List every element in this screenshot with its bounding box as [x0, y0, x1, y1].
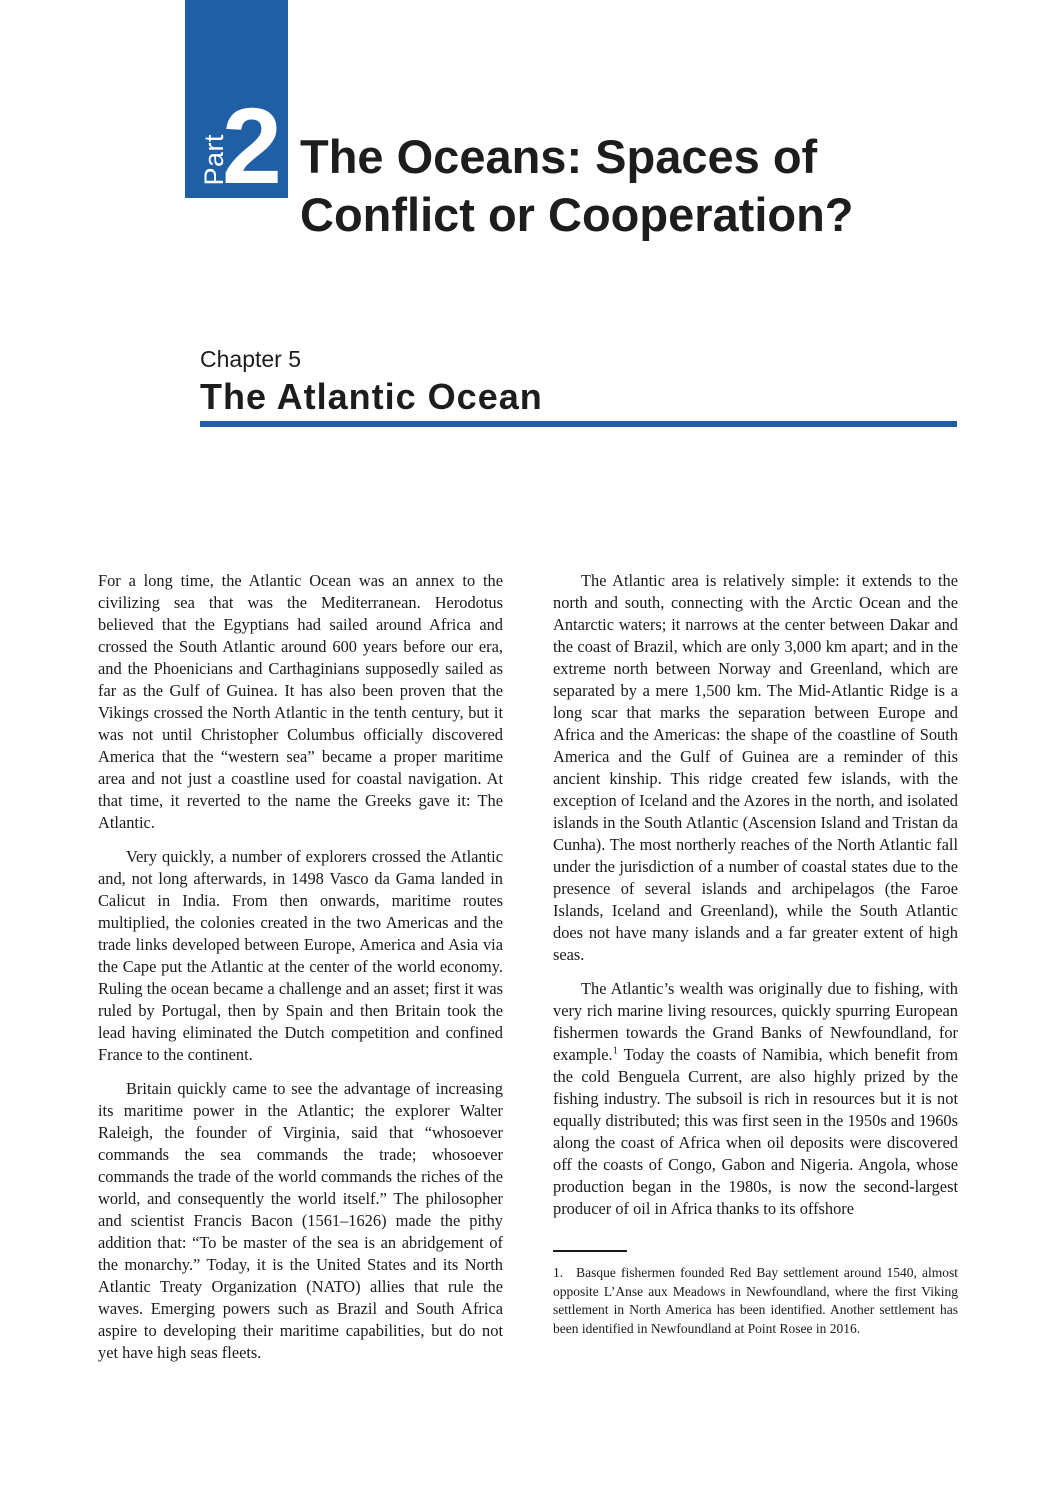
footnote-reference: 1 [612, 1045, 618, 1057]
part-title [300, 128, 854, 244]
paragraph-text: The Atlantic’s wealth was originally due to fishing, with very rich marine living resources, quickly spurring European fishermen towards the Grand Banks of Newfoundland, for example. [553, 979, 958, 1064]
body-paragraph: The Atlantic area is relatively simple: it extends to the north and south, connecting with the Arctic Ocean and the Antarctic waters; it narrows at the center between Dakar and the coast of Brazil, which are only 3,000 km apart; and in the extreme north between Norway and Greenland, which are separated by a mere 1,500 km. The Mid-Atlantic Ridge is a long scar that marks the separation between Europe and Africa and the Americas: the shape of the coastline of South America and the Gulf of Guinea are a reminder of this ancient kinship. This ridge created few islands, with the exception of Iceland and the Azores in the north, and isolated islands in the South Atlantic (Ascension Island and Tristan da Cunha). The most northerly reaches of the North Atlantic fall under the jurisdiction of a number of coastal states due to the presence of several islands and archipelagos (the Faroe Islands, Iceland and Greenland), while the South Atlantic does not have many islands and a far greater extent of high seas. [553, 571, 958, 964]
right-column [553, 570, 958, 1364]
chapter-label: Chapter 5 [200, 346, 302, 372]
body-paragraph: Very quickly, a number of explorers crossed the Atlantic and, not long afterwards, in 1498 Vasco da Gama landed in Calicut in India. From then onwards, maritime routes multiplied, the colonies created in the two Americas and the trade links developed between Europe, America and Asia via the Cape put the Atlantic at the center of the world economy. Ruling the ocean became a challenge and an asset; first it was ruled by Portugal, then by Spain and then Britain took the lead having eliminated the Dutch competition and confined France to the continent. [98, 847, 503, 1064]
footnote-separator [553, 1250, 627, 1252]
part-title-line-1: The Oceans: Spaces of [300, 130, 818, 183]
body-text [98, 570, 958, 1364]
part-title-line-2: Conflict or Cooperation? [300, 188, 854, 241]
footnote [553, 1264, 958, 1338]
part-number: 2 [221, 85, 282, 206]
footnote-block [553, 1250, 958, 1338]
footnote-text: Basque fishermen founded Red Bay settlement around 1540, almost opposite L’Anse aux Meadows in Newfoundland, where the first Viking settlement in North America has been identified. Another settlement has been identified in Newfoundland at Point Rosee in 2016. [553, 1265, 958, 1336]
body-paragraph: For a long time, the Atlantic Ocean was an annex to the civilizing sea that was the Mediterranean. Herodotus believed that the Egyptians had sailed around Africa and crossed the South Atlantic around 600 years before our era, and the Phoenicians and Carthaginians supposedly sailed as far as the Gulf of Guinea. It has also been proven that the Vikings crossed the North Atlantic in the tenth century, but it was not until Christopher Columbus officially discovered America that the “western sea” became a proper maritime area and not just a coastline used for coastal navigation. At that time, it reverted to the name the Greeks gave it: The Atlantic. [98, 571, 503, 832]
paragraph-text: Today the coasts of Namibia, which benefit from the cold Benguela Current, are also highly prized by the fishing industry. The subsoil is rich in resources but it is not equally distributed; this was first seen in the 1950s and 1960s along the coast of Africa when oil deposits were discovered off the coasts of Congo, Gabon and Nigeria. Angola, whose production began in the 1980s, is now the second-largest producer of oil in Africa thanks to its offshore [553, 1045, 958, 1218]
chapter-title-rule [200, 421, 957, 427]
body-paragraph: Britain quickly came to see the advantage of increasing its maritime power in the Atlantic; the explorer Walter Raleigh, the founder of Virginia, said that “whosoever commands the sea commands the trade; whosoever commands the trade of the world commands the riches of the world, and consequently the world itself.” The philosopher and scientist Francis Bacon (1561–1626) made the pithy addition that: “To be master of the sea is an abridgement of the monarchy.” Today, it is the United States and its North Atlantic Treaty Organization (NATO) allies that rule the waves. Emerging powers such as Brazil and South Africa aspire to developing their maritime capabilities, but do not yet have high seas fleets. [98, 1079, 503, 1362]
left-column [98, 570, 503, 1364]
part-banner [185, 0, 288, 206]
chapter-title: The Atlantic Ocean [200, 376, 543, 417]
body-paragraph [553, 978, 958, 1220]
footnote-number: 1. [553, 1265, 564, 1280]
part-label: Part [199, 134, 229, 186]
